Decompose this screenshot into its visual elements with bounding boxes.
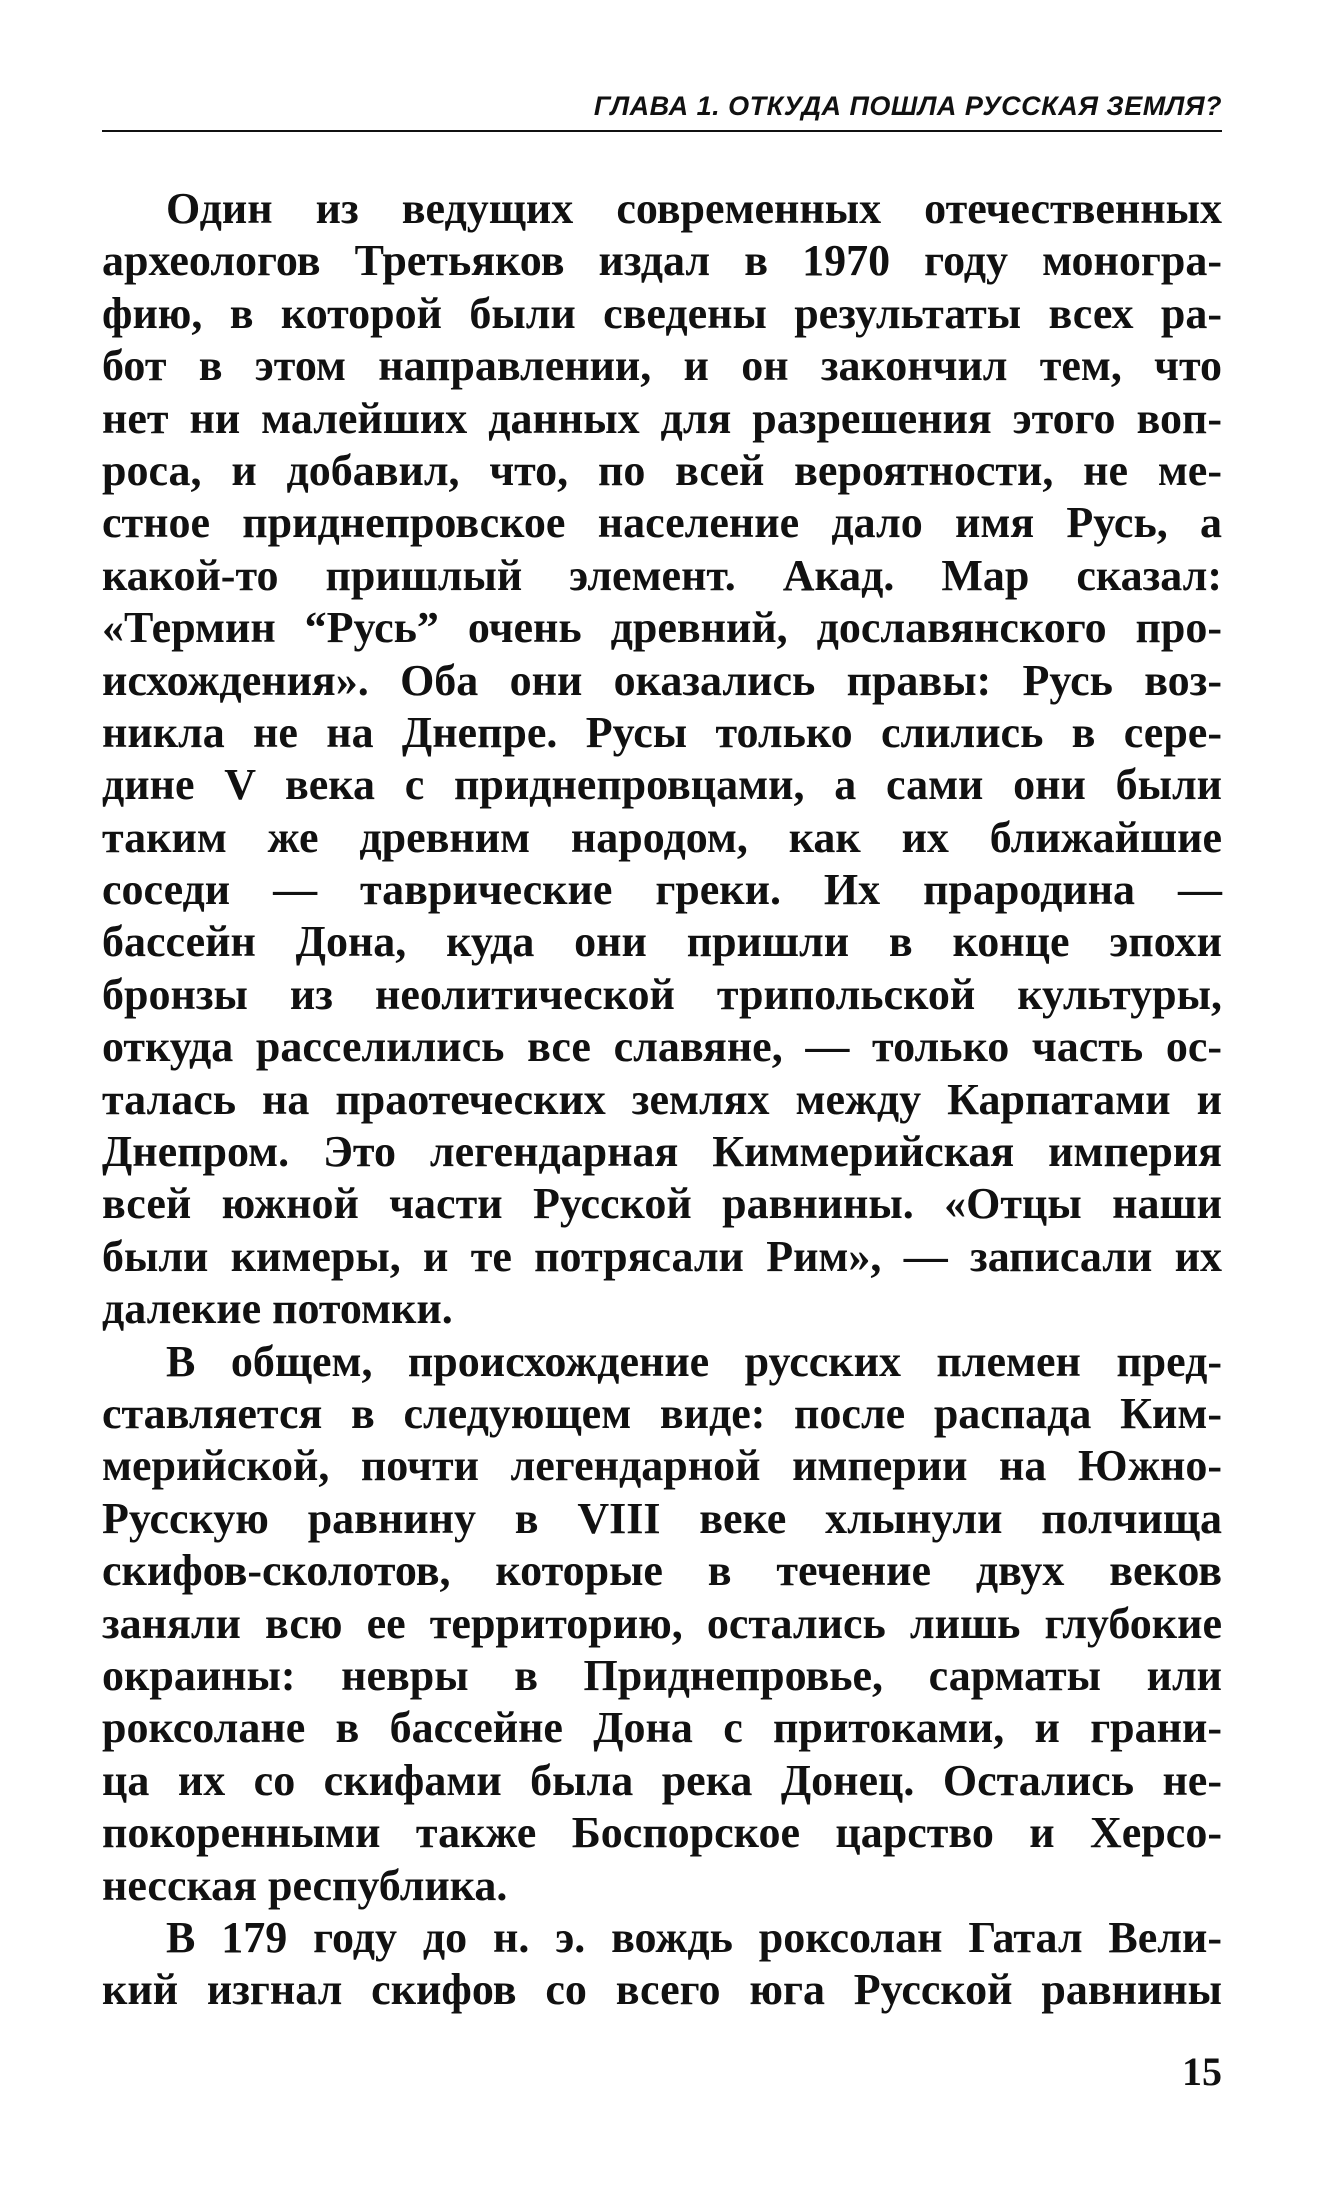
text-line: далекие потомки. — [102, 1284, 453, 1334]
body-text — [102, 183, 1222, 2017]
text-line: заняли всю ее территорию, остались лишь глубокие — [102, 1598, 1222, 1648]
text-line: дине V века с приднепровцами, а сами они были — [102, 760, 1222, 810]
text-line: фию, в которой были сведены результаты всех ра- — [102, 288, 1222, 338]
text-line: мерийской, почти легендарной империи на Южно- — [102, 1441, 1222, 1491]
text-line: В 179 году до н. э. вождь роксолан Гатал Вели- — [166, 1912, 1222, 1962]
page-number: 15 — [1182, 2049, 1222, 2094]
text-line: нет ни малейших данных для разрешения этого воп- — [102, 393, 1222, 443]
paragraph-1 — [102, 183, 1222, 1336]
paragraph-3 — [102, 1912, 1222, 2017]
text-line: роксолане в бассейне Дона с притоками, и грани- — [102, 1703, 1222, 1753]
paragraph-2 — [102, 1336, 1222, 1912]
text-line: Один из ведущих современных отечественных — [166, 184, 1222, 233]
text-line: стное приднепровское население дало имя Русь, а — [102, 498, 1222, 548]
text-line: никла не на Днепре. Русы только слились в сере- — [102, 707, 1222, 757]
text-line: скифов-сколотов, которые в течение двух веков — [102, 1546, 1222, 1596]
text-line: окраины: невры в Приднепровье, сарматы или — [102, 1650, 1222, 1700]
text-line: Днепром. Это легендарная Киммерийская империя — [102, 1127, 1222, 1177]
text-line: роса, и добавил, что, по всей вероятности, не ме- — [102, 445, 1222, 495]
text-line: талась на праотеческих землях между Карпатами и — [102, 1074, 1222, 1124]
text-line: археологов Третьяков издал в 1970 году моногра- — [102, 236, 1222, 286]
text-line: исхождения». Оба они оказались правы: Русь воз- — [102, 655, 1222, 705]
text-line: «Термин “Русь” очень древний, дославянского про- — [102, 603, 1222, 653]
text-line: бронзы из неолитической трипольской культуры, — [102, 969, 1222, 1019]
text-line: ставляется в следующем виде: после распада Ким- — [102, 1388, 1222, 1438]
text-line: несская республика. — [102, 1860, 508, 1910]
text-line: всей южной части Русской равнины. «Отцы наши — [102, 1179, 1222, 1229]
text-line: В общем, происхождение русских племен пред- — [166, 1336, 1222, 1386]
text-line: были кимеры, и те потрясали Рим», — записали их — [102, 1231, 1222, 1281]
header-rule — [102, 130, 1222, 132]
text-line: бот в этом направлении, и он закончил тем, что — [102, 341, 1222, 391]
text-line: соседи — таврические греки. Их прародина — — [102, 865, 1222, 915]
text-line: таким же древним народом, как их ближайшие — [102, 812, 1222, 862]
text-line: откуда расселились все славяне, — только часть ос- — [102, 1022, 1222, 1072]
text-line: ца их со скифами была река Донец. Остались не- — [102, 1755, 1222, 1805]
text-line: Русскую равнину в VIII веке хлынули полчища — [102, 1493, 1222, 1543]
text-line: покоренными также Боспорское царство и Херсо- — [102, 1808, 1222, 1858]
text-line: бассейн Дона, куда они пришли в конце эпохи — [102, 917, 1222, 967]
running-header: ГЛАВА 1. ОТКУДА ПОШЛА РУССКАЯ ЗЕМЛЯ? — [593, 91, 1222, 121]
text-line: кий изгнал скифов со всего юга Русской равнины — [102, 1965, 1222, 2015]
text-line: какой-то пришлый элемент. Акад. Мар сказал: — [102, 550, 1222, 600]
